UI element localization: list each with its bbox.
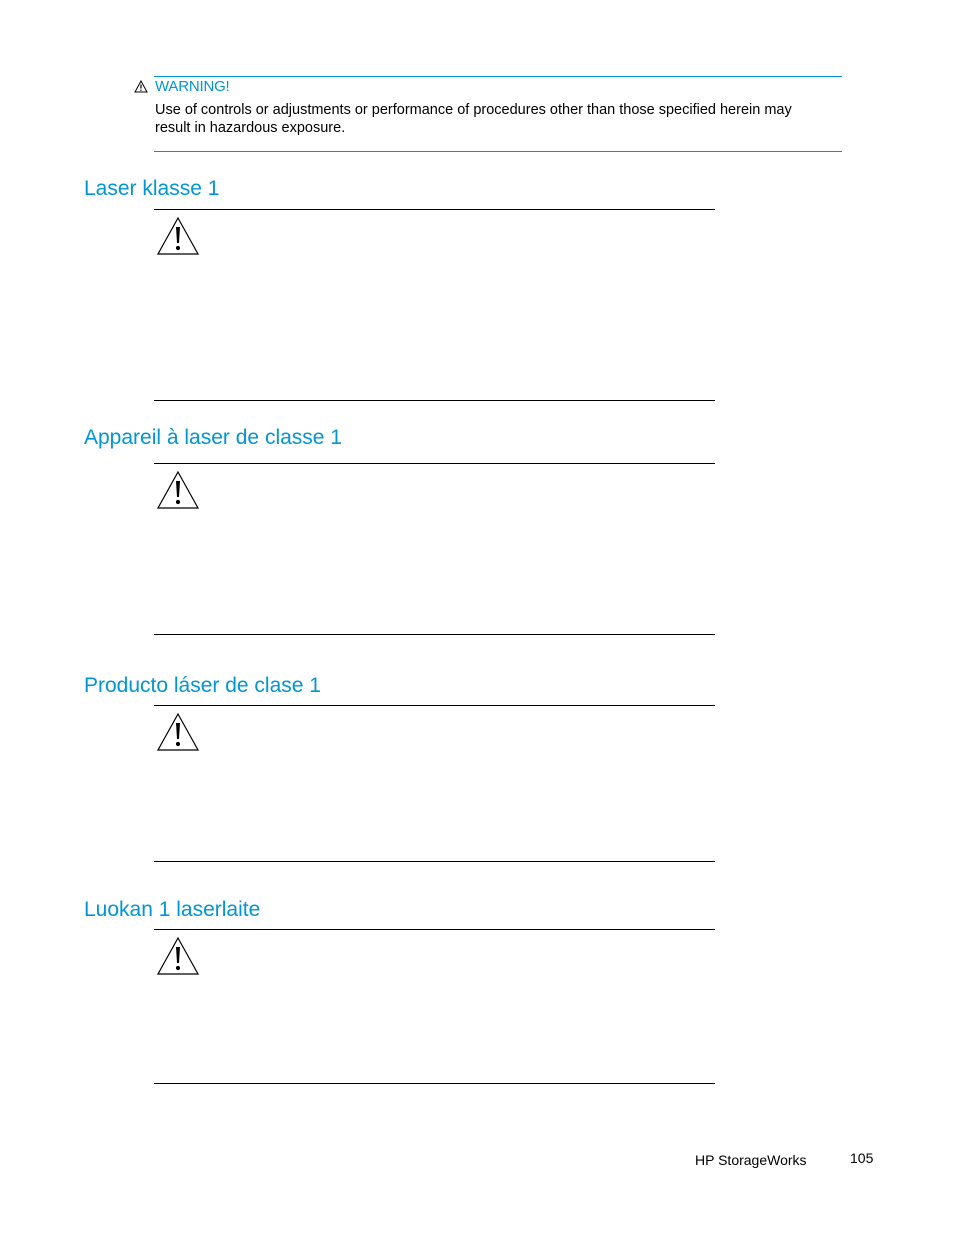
section-heading: Producto láser de clase 1 [84, 674, 321, 697]
page-number: 105 [850, 1150, 874, 1166]
section-heading: Appareil à laser de classe 1 [84, 426, 342, 449]
section-bottom-rule [154, 634, 715, 635]
caution-triangle-icon [156, 712, 200, 752]
section-top-rule [154, 463, 715, 464]
section-bottom-rule [154, 400, 715, 401]
warning-text: Use of controls or adjustments or performance of procedures other than those specified herein may result in hazardous exposure. [155, 102, 792, 136]
section-top-rule [154, 705, 715, 706]
warning-top-rule [154, 76, 842, 77]
section-top-rule [154, 929, 715, 930]
caution-triangle-icon [156, 936, 200, 976]
warning-bottom-rule [154, 151, 842, 152]
section-bottom-rule [154, 861, 715, 862]
warning-label: WARNING! [155, 78, 230, 95]
caution-triangle-icon [156, 470, 200, 510]
section-bottom-rule [154, 1083, 715, 1084]
caution-triangle-icon [156, 216, 200, 256]
warning-triangle-icon [134, 80, 148, 93]
footer-product: HP StorageWorks [695, 1152, 807, 1168]
section-heading: Laser klasse 1 [84, 177, 220, 200]
section-top-rule [154, 209, 715, 210]
section-heading: Luokan 1 laserlaite [84, 898, 261, 921]
